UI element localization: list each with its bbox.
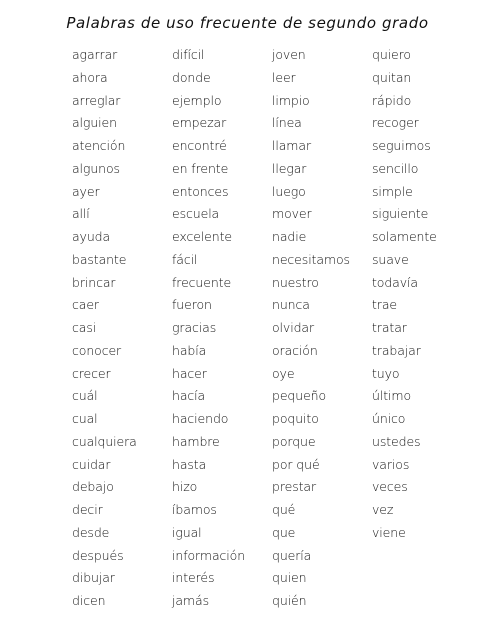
- word-item: cuál: [72, 388, 98, 404]
- word-item: simple: [372, 183, 413, 199]
- word-item: casi: [72, 320, 97, 335]
- word-item: encontré: [172, 138, 227, 153]
- word-item: quitan: [372, 69, 412, 85]
- word-item: hambre: [172, 433, 220, 449]
- word-item: siguiente: [372, 206, 429, 222]
- word-item: nunca: [272, 297, 310, 313]
- word-item: bastante: [72, 251, 127, 267]
- word-item: mover: [272, 206, 312, 222]
- word-item: sencillo: [372, 160, 419, 176]
- word-item: caer: [72, 297, 99, 313]
- word-item: cual: [72, 411, 98, 426]
- word-item: agarrar: [72, 47, 118, 62]
- word-item: necesitamos: [272, 251, 350, 267]
- word-item: dibujar: [72, 570, 115, 586]
- word-item: en frente: [172, 160, 229, 176]
- word-item: ayuda: [72, 229, 111, 244]
- word-item: seguimos: [372, 138, 431, 153]
- word-item: qué: [272, 502, 296, 517]
- word-item: todavía: [372, 274, 418, 290]
- word-item: brincar: [72, 274, 116, 290]
- word-item: dicen: [72, 593, 106, 608]
- word-item: arreglar: [72, 92, 121, 108]
- word-column-4: [372, 44, 452, 613]
- word-item: oye: [272, 365, 295, 381]
- word-item: poquito: [272, 411, 319, 426]
- word-item: línea: [272, 115, 302, 131]
- word-item: vez: [372, 502, 394, 517]
- word-item: ustedes: [372, 433, 421, 449]
- word-item: quería: [272, 547, 312, 563]
- word-item: fácil: [172, 251, 198, 267]
- word-item: desde: [72, 524, 110, 540]
- word-item: leer: [272, 69, 296, 85]
- word-item: recoger: [372, 115, 419, 131]
- word-column-2: [172, 44, 272, 613]
- word-item: gracias: [172, 320, 217, 335]
- word-item: quien: [272, 570, 307, 586]
- word-item: alguien: [72, 115, 117, 131]
- word-item: interés: [172, 570, 215, 586]
- word-item: quiero: [372, 47, 411, 62]
- word-item: suave: [372, 251, 409, 267]
- word-item: único: [372, 411, 406, 426]
- page-title: Palabras de uso frecuente de segundo grado: [66, 14, 429, 32]
- word-item: debajo: [72, 479, 114, 495]
- word-item: entonces: [172, 183, 229, 199]
- word-item: porque: [272, 433, 316, 449]
- word-item: algunos: [72, 160, 120, 176]
- word-item: ejemplo: [172, 92, 222, 108]
- word-item: fueron: [172, 297, 212, 313]
- word-column-3: [272, 44, 372, 613]
- word-item: después: [72, 547, 124, 563]
- word-item: hacer: [172, 365, 207, 381]
- word-item: varios: [372, 456, 410, 472]
- word-item: rápido: [372, 92, 412, 108]
- word-item: prestar: [272, 479, 317, 495]
- word-item: donde: [172, 69, 211, 85]
- word-item: trabajar: [372, 342, 421, 358]
- word-item: limpio: [272, 92, 310, 108]
- word-item: hacía: [172, 388, 206, 404]
- word-item: cualquiera: [72, 433, 137, 449]
- word-item: hasta: [172, 456, 207, 472]
- word-item: oración: [272, 342, 318, 358]
- word-item: tratar: [372, 320, 407, 335]
- word-item: tuyo: [372, 365, 400, 381]
- word-item: pequeño: [272, 388, 327, 404]
- word-item: atención: [72, 138, 126, 153]
- word-item: hizo: [172, 479, 198, 495]
- word-item: viene: [372, 524, 406, 540]
- word-item: veces: [372, 479, 408, 495]
- word-item: nadie: [272, 229, 307, 244]
- word-item: igual: [172, 524, 202, 540]
- word-item: nuestro: [272, 274, 319, 290]
- word-item: ahora: [72, 69, 108, 85]
- word-item: solamente: [372, 229, 437, 244]
- word-column-1: [72, 44, 172, 613]
- word-item: decir: [72, 502, 103, 517]
- word-item: íbamos: [172, 502, 217, 517]
- word-item: último: [372, 388, 411, 404]
- word-item: jamás: [172, 593, 209, 608]
- word-item: información: [172, 547, 246, 563]
- word-item: llamar: [272, 138, 311, 153]
- word-item: quién: [272, 593, 307, 608]
- word-item: llegar: [272, 160, 307, 176]
- word-item: haciendo: [172, 411, 229, 426]
- word-item: cuidar: [72, 456, 111, 472]
- word-item: luego: [272, 183, 306, 199]
- word-item: escuela: [172, 206, 220, 222]
- word-item: empezar: [172, 115, 227, 131]
- word-item: olvidar: [272, 320, 315, 335]
- word-item: ayer: [72, 183, 100, 199]
- word-item: por qué: [272, 456, 320, 472]
- word-item: conocer: [72, 342, 122, 358]
- word-item: trae: [372, 297, 397, 313]
- word-list: [72, 44, 452, 613]
- word-item: frecuente: [172, 274, 232, 290]
- word-item: excelente: [172, 229, 232, 244]
- word-item: difícil: [172, 47, 205, 62]
- word-item: crecer: [72, 365, 111, 381]
- word-item: había: [172, 342, 207, 358]
- word-item: que: [272, 524, 296, 540]
- word-item: allí: [72, 206, 90, 222]
- word-item: joven: [272, 47, 306, 62]
